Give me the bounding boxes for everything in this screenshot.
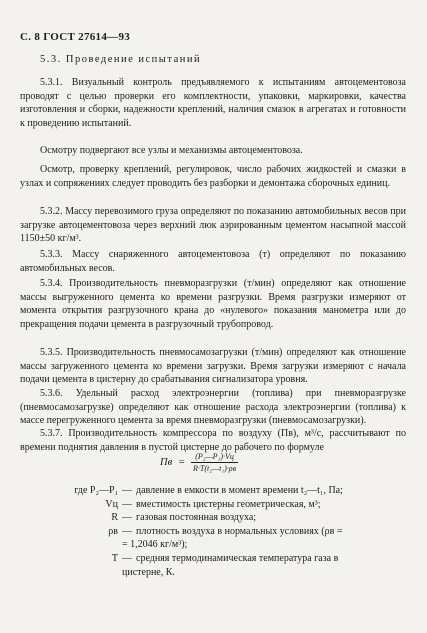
- definition-text: средняя термодинамическая температура газа в: [136, 552, 339, 564]
- paragraph-inspection: Осмотру подвергают все узлы и механизмы автоцементовоза.: [40, 145, 303, 156]
- definition-dash: —: [122, 498, 132, 510]
- definition-dash: —: [122, 552, 132, 564]
- definition-text: = 1,2046 кг/м³);: [122, 539, 188, 551]
- definition-symbol: R: [111, 512, 118, 524]
- formula-denominator: R·T(t₂—t₁)·ρв: [193, 464, 237, 473]
- definition-symbol: Vц: [105, 498, 118, 510]
- definition-continuation: [20, 566, 410, 580]
- paragraph-5-3-6: 5.3.6. Удельный расход электроэнергии (топлива) при пневморазгрузке (пневмосамозагрузке) определяют как отношение расхода электроэнергии (топлива) к массе перегруженного цемента за время пневморазгрузки (пневмосамозагрузки).: [20, 388, 406, 427]
- definition-row: [20, 484, 410, 498]
- definition-symbol: где P₂—P₁: [74, 485, 118, 496]
- paragraph-5-3-7: 5.3.7. Производительность компрессора по воздуху (Пв), м³/с, рассчитывают по времени поднятия давления в пустой цистерне до рабочего по формуле: [20, 428, 406, 453]
- definition-text: давление в емкости в момент времени t₂—t₁, Па;: [136, 485, 343, 496]
- paragraph-5-3-3: 5.3.3. Массу снаряженного автоцементовоза (т) определяют по показанию автомобильных весов.: [20, 249, 406, 274]
- page-header: С. 8 ГОСТ 27614—93: [20, 31, 131, 43]
- paragraph-5-3-5: 5.3.5. Производительность пневмосамозагрузки (т/мин) определяют как отношение массы загруженного цемента ко времени загрузки. Время загрузки измеряют с начала подачи цемента в цистерну до срабатывания сигнализатора уровня.: [20, 347, 406, 386]
- definition-dash: —: [122, 525, 132, 537]
- definition-dash: —: [122, 485, 132, 496]
- definition-text: вместимость цистерны геометрическая, м³;: [136, 498, 321, 510]
- definition-row: [20, 525, 410, 539]
- definition-row: [20, 511, 410, 525]
- definition-symbol: ρв: [108, 525, 118, 537]
- paragraph-5-3-4: 5.3.4. Производительность пневморазгрузки (т/мин) определяют как отношение массы выгруженного цемента ко времени разгрузки. Время разгрузки измеряют от момента открытия разгрузочного крана до «нулевого» показания манометра или до прекращения подачи цемента в разгрузочный трубопровод.: [20, 278, 406, 330]
- definition-symbol: T: [111, 552, 118, 564]
- formula-fraction: [191, 452, 238, 473]
- definition-row: [20, 498, 410, 512]
- paragraph-inspection-detail: Осмотр, проверку креплений, регулировок, число рабочих жидкостей и смазки в узлах и сопряжениях следует проводить без разборки и демонтажа сборочных единиц.: [20, 164, 406, 189]
- definition-text: плотность воздуха в нормальных условиях (ρв =: [136, 525, 343, 537]
- definition-continuation: [20, 538, 410, 552]
- formula-numerator: (P₂—P₁)·Vц: [191, 452, 238, 463]
- section-heading: 5.3. Проведение испытаний: [40, 54, 202, 65]
- formula-equals: =: [178, 457, 186, 468]
- compressor-formula: [160, 452, 238, 473]
- paragraph-5-3-2: 5.3.2. Массу перевозимого груза определяют по показанию автомобильных весов при загрузке автоцементовоза через верхний люк аэрированным цементом насыпной массой 1150±50 кг/м³.: [20, 206, 406, 245]
- definition-dash: —: [122, 512, 132, 524]
- definition-row: [20, 552, 410, 566]
- definition-text: газовая постоянная воздуха;: [136, 512, 257, 524]
- paragraph-5-3-1: 5.3.1. Визуальный контроль предъявляемого к испытаниям автоцементовоза проводят с целью проверки его комплектности, упаковки, маркировки, качества изготовления и сборки, надежности креплений, наличия смазок в агрегатах и готовности к проведению испытаний.: [20, 77, 406, 129]
- variable-definitions: [20, 484, 410, 579]
- definition-text: цистерне, К.: [122, 566, 175, 578]
- formula-lhs: Пв: [160, 457, 173, 468]
